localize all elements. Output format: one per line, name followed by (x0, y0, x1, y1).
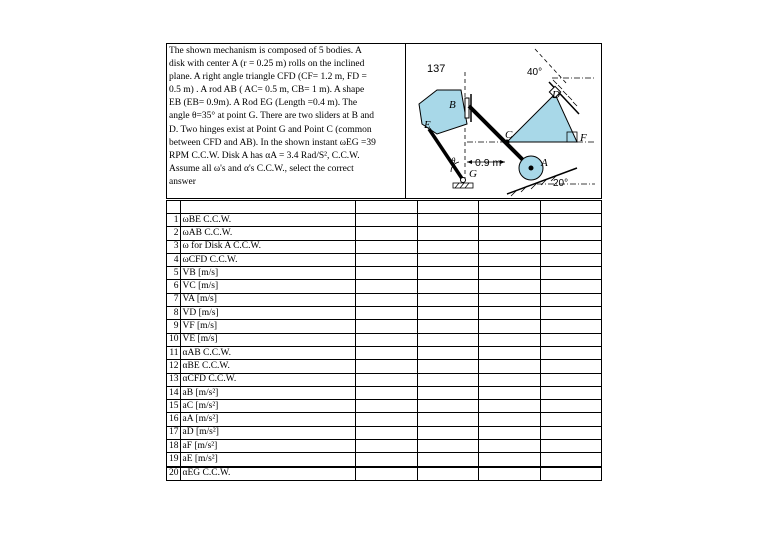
answer-cell[interactable] (479, 320, 540, 333)
row-number: 4 (167, 253, 181, 266)
table-row (167, 453, 602, 467)
quantity-label: ω for Disk A C.C.W. (180, 240, 356, 253)
quantity-label: VE [m/s] (180, 333, 356, 346)
row-number: 18 (167, 440, 181, 453)
answer-cell[interactable] (540, 467, 601, 481)
quantity-label: ωBE C.C.W. (180, 214, 356, 227)
distance-label: 0.9 m (475, 157, 502, 169)
answer-cell[interactable] (479, 467, 540, 481)
answer-cell[interactable] (417, 360, 478, 373)
problem-line: Assume all ω's and α's C.C.W., select the correct (169, 163, 354, 174)
answer-cell[interactable] (356, 426, 417, 439)
table-row (167, 253, 602, 266)
problem-box (166, 43, 602, 199)
table-row (167, 267, 602, 280)
hinge-g (461, 178, 466, 183)
problem-line: D. Two hinges exist at Point G and Point C (common (169, 124, 372, 135)
quantity-label: VF [m/s] (180, 320, 356, 333)
answer-cell[interactable] (356, 467, 417, 481)
row-number: 12 (167, 360, 181, 373)
rod-eg (429, 129, 463, 180)
answer-cell[interactable] (479, 333, 540, 346)
table-row (167, 307, 602, 320)
answer-cell[interactable] (417, 440, 478, 453)
answer-cell[interactable] (479, 307, 540, 320)
answer-cell[interactable] (540, 253, 601, 266)
label-f: F (580, 132, 587, 144)
answer-cell[interactable] (417, 373, 478, 386)
answer-cell[interactable] (479, 413, 540, 426)
answer-cell[interactable] (479, 440, 540, 453)
table-cell (180, 201, 356, 214)
quantity-label: αBE C.C.W. (180, 360, 356, 373)
answer-cell[interactable] (479, 453, 540, 467)
table-row (167, 467, 602, 481)
answer-cell[interactable] (356, 333, 417, 346)
answer-cell[interactable] (417, 333, 478, 346)
row-number: 17 (167, 426, 181, 439)
answer-cell[interactable] (479, 400, 540, 413)
row-number: 8 (167, 307, 181, 320)
row-number: 7 (167, 293, 181, 306)
answer-cell[interactable] (417, 426, 478, 439)
row-number: 14 (167, 386, 181, 399)
answer-cell[interactable] (417, 267, 478, 280)
answer-cell[interactable] (356, 360, 417, 373)
answer-cell[interactable] (417, 320, 478, 333)
label-b: B (449, 99, 456, 111)
row-number: 9 (167, 320, 181, 333)
table-row (167, 293, 602, 306)
problem-line: answer (169, 176, 196, 187)
quantity-label: αEG C.C.W. (180, 467, 356, 481)
answer-cell[interactable] (356, 267, 417, 280)
answer-cell[interactable] (540, 453, 601, 467)
problem-line: 0.5 m) . A rod AB ( AC= 0.5 m, CB= 1 m). A shape (169, 85, 365, 96)
answer-cell[interactable] (356, 293, 417, 306)
answer-cell[interactable] (479, 214, 540, 227)
answer-cell[interactable] (540, 214, 601, 227)
label-d: D (552, 89, 560, 101)
problem-line: The shown mechanism is composed of 5 bodies. A (169, 46, 362, 56)
quantity-label: VC [m/s] (180, 280, 356, 293)
answer-cell[interactable] (417, 293, 478, 306)
answer-cell[interactable] (479, 201, 540, 214)
answer-cell[interactable] (356, 413, 417, 426)
answer-cell[interactable] (356, 240, 417, 253)
answer-cell[interactable] (479, 373, 540, 386)
answer-cell[interactable] (479, 293, 540, 306)
answer-cell[interactable] (356, 227, 417, 240)
answer-cell[interactable] (356, 320, 417, 333)
answer-cell[interactable] (540, 201, 601, 214)
quantity-label: VB [m/s] (180, 267, 356, 280)
table-row (167, 320, 602, 333)
quantity-label: aB [m/s²] (180, 386, 356, 399)
row-number: 16 (167, 413, 181, 426)
answer-cell[interactable] (417, 400, 478, 413)
answer-cell[interactable] (417, 413, 478, 426)
answer-cell[interactable] (540, 227, 601, 240)
answer-cell[interactable] (479, 267, 540, 280)
problem-line: angle θ=35° at point G. There are two sliders at B and (169, 111, 375, 122)
problem-line: RPM C.C.W. Disk A has αA = 3.4 Rad/S², C.C.W. (169, 150, 360, 161)
answer-cell[interactable] (417, 253, 478, 266)
table-row (167, 240, 602, 253)
answer-cell[interactable] (356, 400, 417, 413)
table-row (167, 440, 602, 453)
answer-cell[interactable] (540, 293, 601, 306)
answer-cell[interactable] (479, 360, 540, 373)
answer-cell[interactable] (417, 227, 478, 240)
quantity-label: ωAB C.C.W. (180, 227, 356, 240)
table-row (167, 400, 602, 413)
answer-cell[interactable] (479, 426, 540, 439)
quantity-label: aD [m/s²] (180, 426, 356, 439)
quantity-label: aC [m/s²] (180, 400, 356, 413)
answer-cell[interactable] (540, 267, 601, 280)
problem-line: plane. A right angle triangle CFD (CF= 1.2 m, FD = (169, 72, 367, 83)
answer-cell[interactable] (356, 440, 417, 453)
row-number: 2 (167, 227, 181, 240)
answer-cell[interactable] (540, 440, 601, 453)
answer-cell[interactable] (356, 373, 417, 386)
table-row (167, 360, 602, 373)
table-row (167, 333, 602, 346)
row-number: 10 (167, 333, 181, 346)
label-a: A (541, 157, 548, 169)
answer-cell[interactable] (479, 280, 540, 293)
mechanism-diagram (407, 44, 601, 198)
angle-top-label: 40° (527, 67, 543, 78)
answer-cell[interactable] (417, 240, 478, 253)
answer-cell[interactable] (540, 373, 601, 386)
table-row (167, 214, 602, 227)
answer-cell[interactable] (540, 333, 601, 346)
quantity-label: VD [m/s] (180, 307, 356, 320)
row-number: 3 (167, 240, 181, 253)
row-number: 13 (167, 373, 181, 386)
answer-cell[interactable] (417, 280, 478, 293)
table-row (167, 227, 602, 240)
row-number: 6 (167, 280, 181, 293)
answer-cell[interactable] (417, 467, 478, 481)
mechanism-figure (407, 44, 601, 198)
answer-table (166, 200, 602, 481)
answer-cell[interactable] (479, 346, 540, 359)
answer-cell[interactable] (540, 413, 601, 426)
quantity-label: aA [m/s²] (180, 413, 356, 426)
answer-cell[interactable] (356, 453, 417, 467)
angle-bottom-label: 20° (553, 178, 569, 189)
answer-cell[interactable] (417, 307, 478, 320)
answer-cell[interactable] (540, 240, 601, 253)
quantity-label: αCFD C.C.W. (180, 373, 356, 386)
row-number: 20 (167, 467, 181, 481)
label-g: G (469, 168, 477, 180)
row-number: 5 (167, 267, 181, 280)
row-number: 11 (167, 346, 181, 359)
problem-statement (167, 44, 406, 198)
problem-line: disk with center A (r = 0.25 m) rolls on the inclined (169, 59, 365, 70)
row-number: 19 (167, 453, 181, 467)
answer-cell[interactable] (540, 426, 601, 439)
answer-cell[interactable] (540, 400, 601, 413)
answer-cell[interactable] (356, 386, 417, 399)
answer-cell[interactable] (356, 280, 417, 293)
quantity-label: aF [m/s²] (180, 440, 356, 453)
answer-cell[interactable] (540, 320, 601, 333)
worksheet (166, 43, 602, 494)
answer-cell[interactable] (540, 360, 601, 373)
problem-line: between CFD and AB). In the shown instant ωEG =39 (169, 137, 376, 148)
answer-cell[interactable] (540, 386, 601, 399)
answer-cell[interactable] (417, 201, 478, 214)
answer-cell[interactable] (356, 201, 417, 214)
answer-cell[interactable] (479, 253, 540, 266)
row-number: 1 (167, 214, 181, 227)
answer-cell[interactable] (417, 214, 478, 227)
answer-cell[interactable] (417, 346, 478, 359)
theta-label: θ (451, 156, 456, 166)
answer-cell[interactable] (356, 253, 417, 266)
table-row (167, 426, 602, 439)
answer-cell[interactable] (479, 240, 540, 253)
row-number: 15 (167, 400, 181, 413)
table-header-row (167, 201, 602, 214)
table-row (167, 413, 602, 426)
answer-cell[interactable] (356, 307, 417, 320)
answer-cell[interactable] (356, 214, 417, 227)
answer-cell[interactable] (540, 346, 601, 359)
quantity-label: ωCFD C.C.W. (180, 253, 356, 266)
quantity-label: VA [m/s] (180, 293, 356, 306)
quantity-label: aE [m/s²] (180, 453, 356, 467)
table-row (167, 346, 602, 359)
figure-number: 137 (427, 63, 446, 75)
quantity-label: αAB C.C.W. (180, 346, 356, 359)
answer-cell[interactable] (417, 453, 478, 467)
answer-cell[interactable] (417, 386, 478, 399)
answer-cell[interactable] (479, 386, 540, 399)
label-c: C (505, 129, 513, 141)
table-cell (167, 201, 181, 214)
label-e: E (424, 119, 431, 131)
problem-line: EB (EB= 0.9m). A Rod EG (Length =0.4 m). The (169, 98, 358, 109)
answer-cell[interactable] (479, 227, 540, 240)
table-row (167, 373, 602, 386)
table-row (167, 386, 602, 399)
answer-cell[interactable] (540, 280, 601, 293)
answer-cell[interactable] (356, 346, 417, 359)
table-row (167, 280, 602, 293)
answer-cell[interactable] (540, 307, 601, 320)
